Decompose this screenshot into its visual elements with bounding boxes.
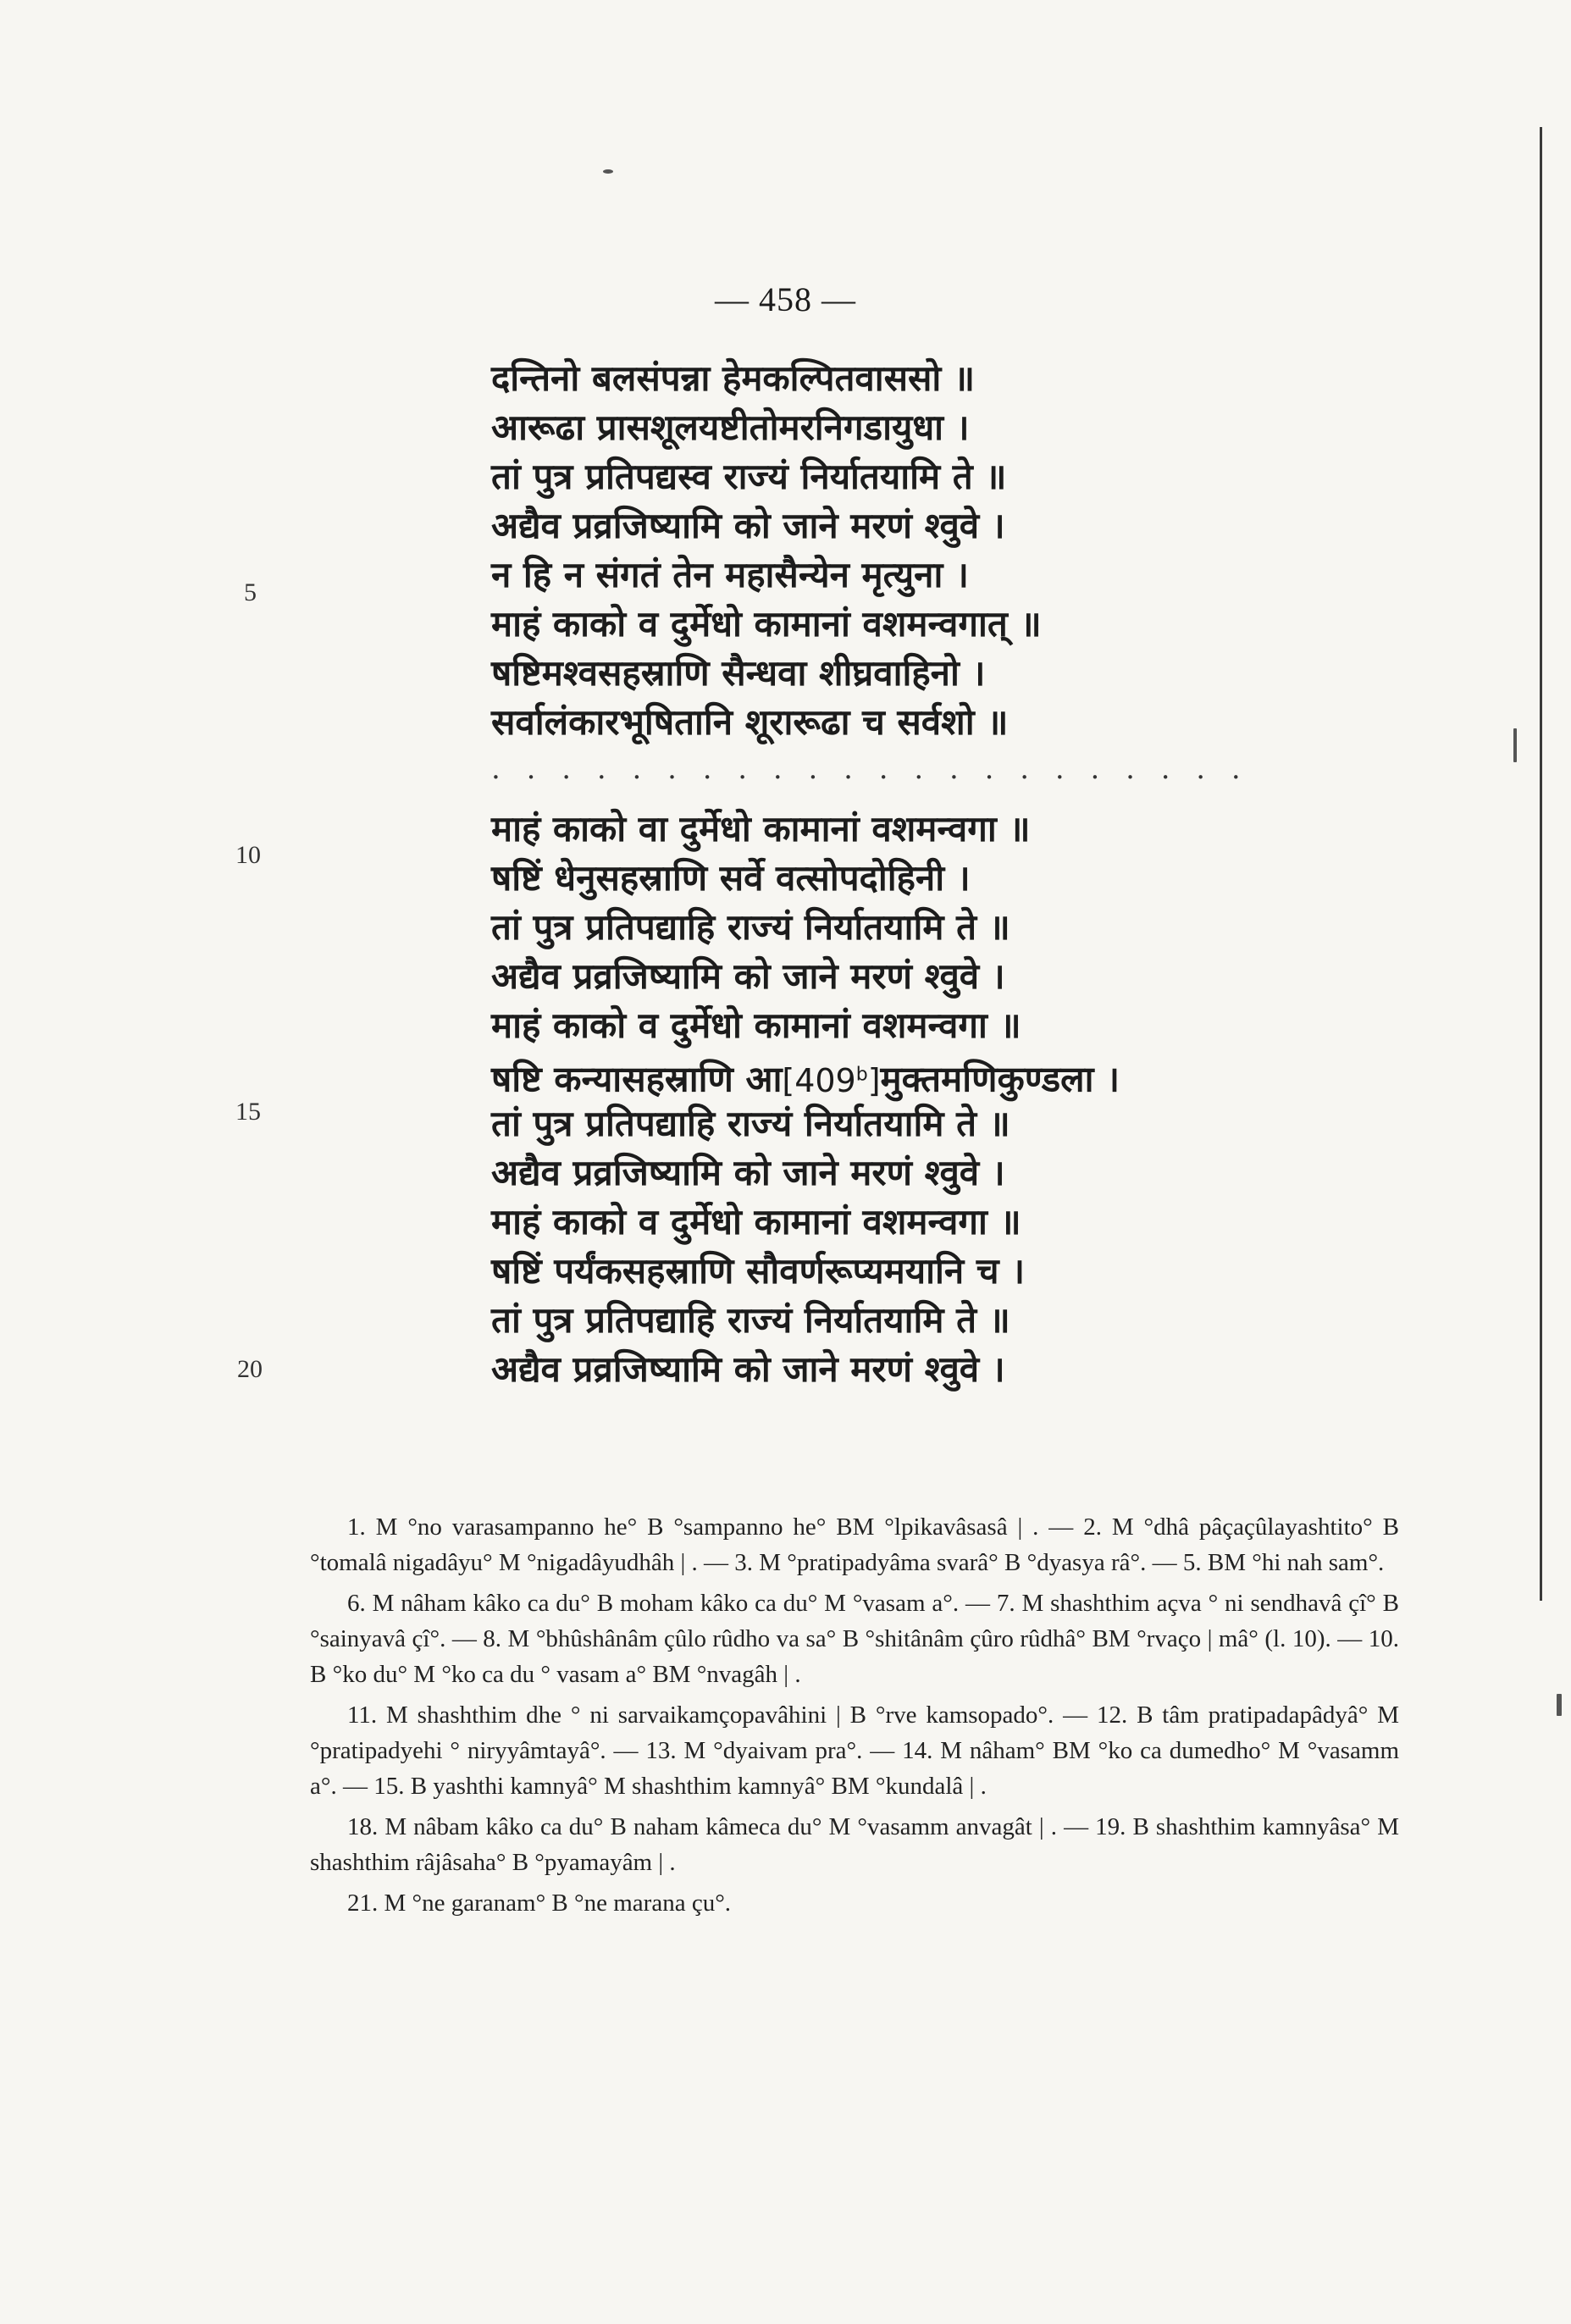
verse-line: तां पुत्र प्रतिपद्याहि राज्यं निर्यातयामि ते ॥ bbox=[491, 1103, 1010, 1144]
footnote: 6. M nâham kâko ca du° B moham kâko ca du° M °vasam a°. — 7. M shashthim açva ° ni sendhavâ çî° B °sainyavâ çî°. — 8. M °bhûshânâm çûlo rûdho va sa° B °shitânâm çûro rûdhâ° BM °rvaço | mâ° (l. 10). — 10. B °ko du° M °ko ca du ° vasam a° BM °nvagâh | . bbox=[310, 1590, 1399, 1688]
verse-line: तां पुत्र प्रतिपद्याहि राज्यं निर्यातयामि ते ॥ bbox=[491, 906, 1010, 948]
footnotes bbox=[310, 1509, 1399, 1926]
footnote: 18. M nâbam kâko ca du° B naham kâmeca du° M °vasamm anvagât | . — 19. B shashthim kamnyâsa° M shashthim râjâsaha° B °pyamayâm | . bbox=[310, 1813, 1399, 1876]
verse-line-with-reference bbox=[491, 1050, 1120, 1105]
verse-line: दन्तिनो बलसंपन्ना हेमकल्पितवाससो ॥ bbox=[491, 357, 976, 399]
verse-line: माहं काको व दुर्मेधो कामानां वशमन्वगात् ॥ bbox=[491, 603, 1042, 645]
verse-line: तां पुत्र प्रतिपद्यस्व राज्यं निर्यातयामि ते ॥ bbox=[491, 456, 1007, 497]
footnote: 1. M °no varasampanno he° B °sampanno he° BM °lpikavâsasâ | . — 2. M °dhâ pâçaçûlayashtito° B °tomalâ nigadâyu° M °nigadâyudhâh | . — 3. M °pratipadyâma svarâ° B °dyasya râ°. — 5. BM °hi nah sam°. bbox=[310, 1513, 1399, 1576]
verse-line: माहं काको व दुर्मेधो कामानां वशमन्वगा ॥ bbox=[491, 1201, 1021, 1242]
verse-line: अद्यैव प्रव्रजिष्यामि को जाने मरणं श्वुवे । bbox=[491, 1348, 1005, 1390]
verse-line: षष्टिमश्वसहस्राणि सैन्धवा शीघ्रवाहिनो । bbox=[491, 652, 986, 694]
speck-mark bbox=[1513, 728, 1517, 762]
line-number: 5 bbox=[244, 578, 257, 606]
page-number: — 458 — bbox=[715, 280, 856, 318]
verse-line: न हि न संगतं तेन महासैन्येन मृत्युना । bbox=[491, 554, 969, 595]
folio-reference: [409$^b$] bbox=[782, 1061, 881, 1099]
line-number: 20 bbox=[237, 1355, 263, 1383]
page-edge-rule bbox=[1540, 127, 1542, 1601]
footnote: 21. M °ne garanam° B °ne marana çu°. bbox=[347, 1890, 732, 1917]
verse-line: माहं काको व दुर्मेधो कामानां वशमन्वगा ॥ bbox=[491, 1004, 1021, 1046]
line-number: 15 bbox=[235, 1098, 261, 1126]
line-number: 10 bbox=[235, 841, 261, 869]
footnote: 11. M shashthim dhe ° ni sarvaikamçopavâhini | B °rve kamsopado°. — 12. B tâm pratipadapâdyâ° M °pratipadyehi ° niryyâmtayâ°. — 13. M °dyaivam pra°. — 14. M nâham° BM °ko ca dumedho° M °vasamm a°. — 15. B yashthi kamnyâ° M shashthim kamnyâ° BM °kundalâ | . bbox=[310, 1702, 1399, 1800]
verse-line: अद्यैव प्रव्रजिष्यामि को जाने मरणं श्वुवे । bbox=[491, 1152, 1005, 1193]
verse-line: अद्यैव प्रव्रजिष्यामि को जाने मरणं श्वुवे । bbox=[491, 505, 1005, 546]
verse-text: मुक्तमणिकुण्डला । bbox=[880, 1058, 1120, 1100]
ellipsis-line: . . . . . . . . . . . . . . . . . . . . . . bbox=[491, 752, 1249, 786]
speck-mark bbox=[1557, 1694, 1562, 1716]
verse-line: आरूढा प्रासशूलयष्टीतोमरनिगडायुधा । bbox=[491, 407, 970, 448]
verse-text: षष्टि कन्यासहस्राणि आ bbox=[491, 1058, 783, 1100]
verse-line: माहं काको वा दुर्मेधो कामानां वशमन्वगा ॥ bbox=[491, 808, 1031, 849]
verse-line: षष्टिं पर्यंकसहस्राणि सौवर्णरूप्यमयानि च । bbox=[491, 1250, 1026, 1292]
verse-line: तां पुत्र प्रतिपद्याहि राज्यं निर्यातयामि ते ॥ bbox=[491, 1299, 1010, 1341]
verse-line: अद्यैव प्रव्रजिष्यामि को जाने मरणं श्वुवे । bbox=[491, 955, 1005, 997]
speck-mark bbox=[603, 169, 613, 174]
verse-line: सर्वालंकारभूषितानि शूरारूढा च सर्वशो ॥ bbox=[491, 701, 1009, 743]
verse-line: षष्टिं धेनुसहस्राणि सर्वे वत्सोपदोहिनी । bbox=[491, 857, 971, 899]
